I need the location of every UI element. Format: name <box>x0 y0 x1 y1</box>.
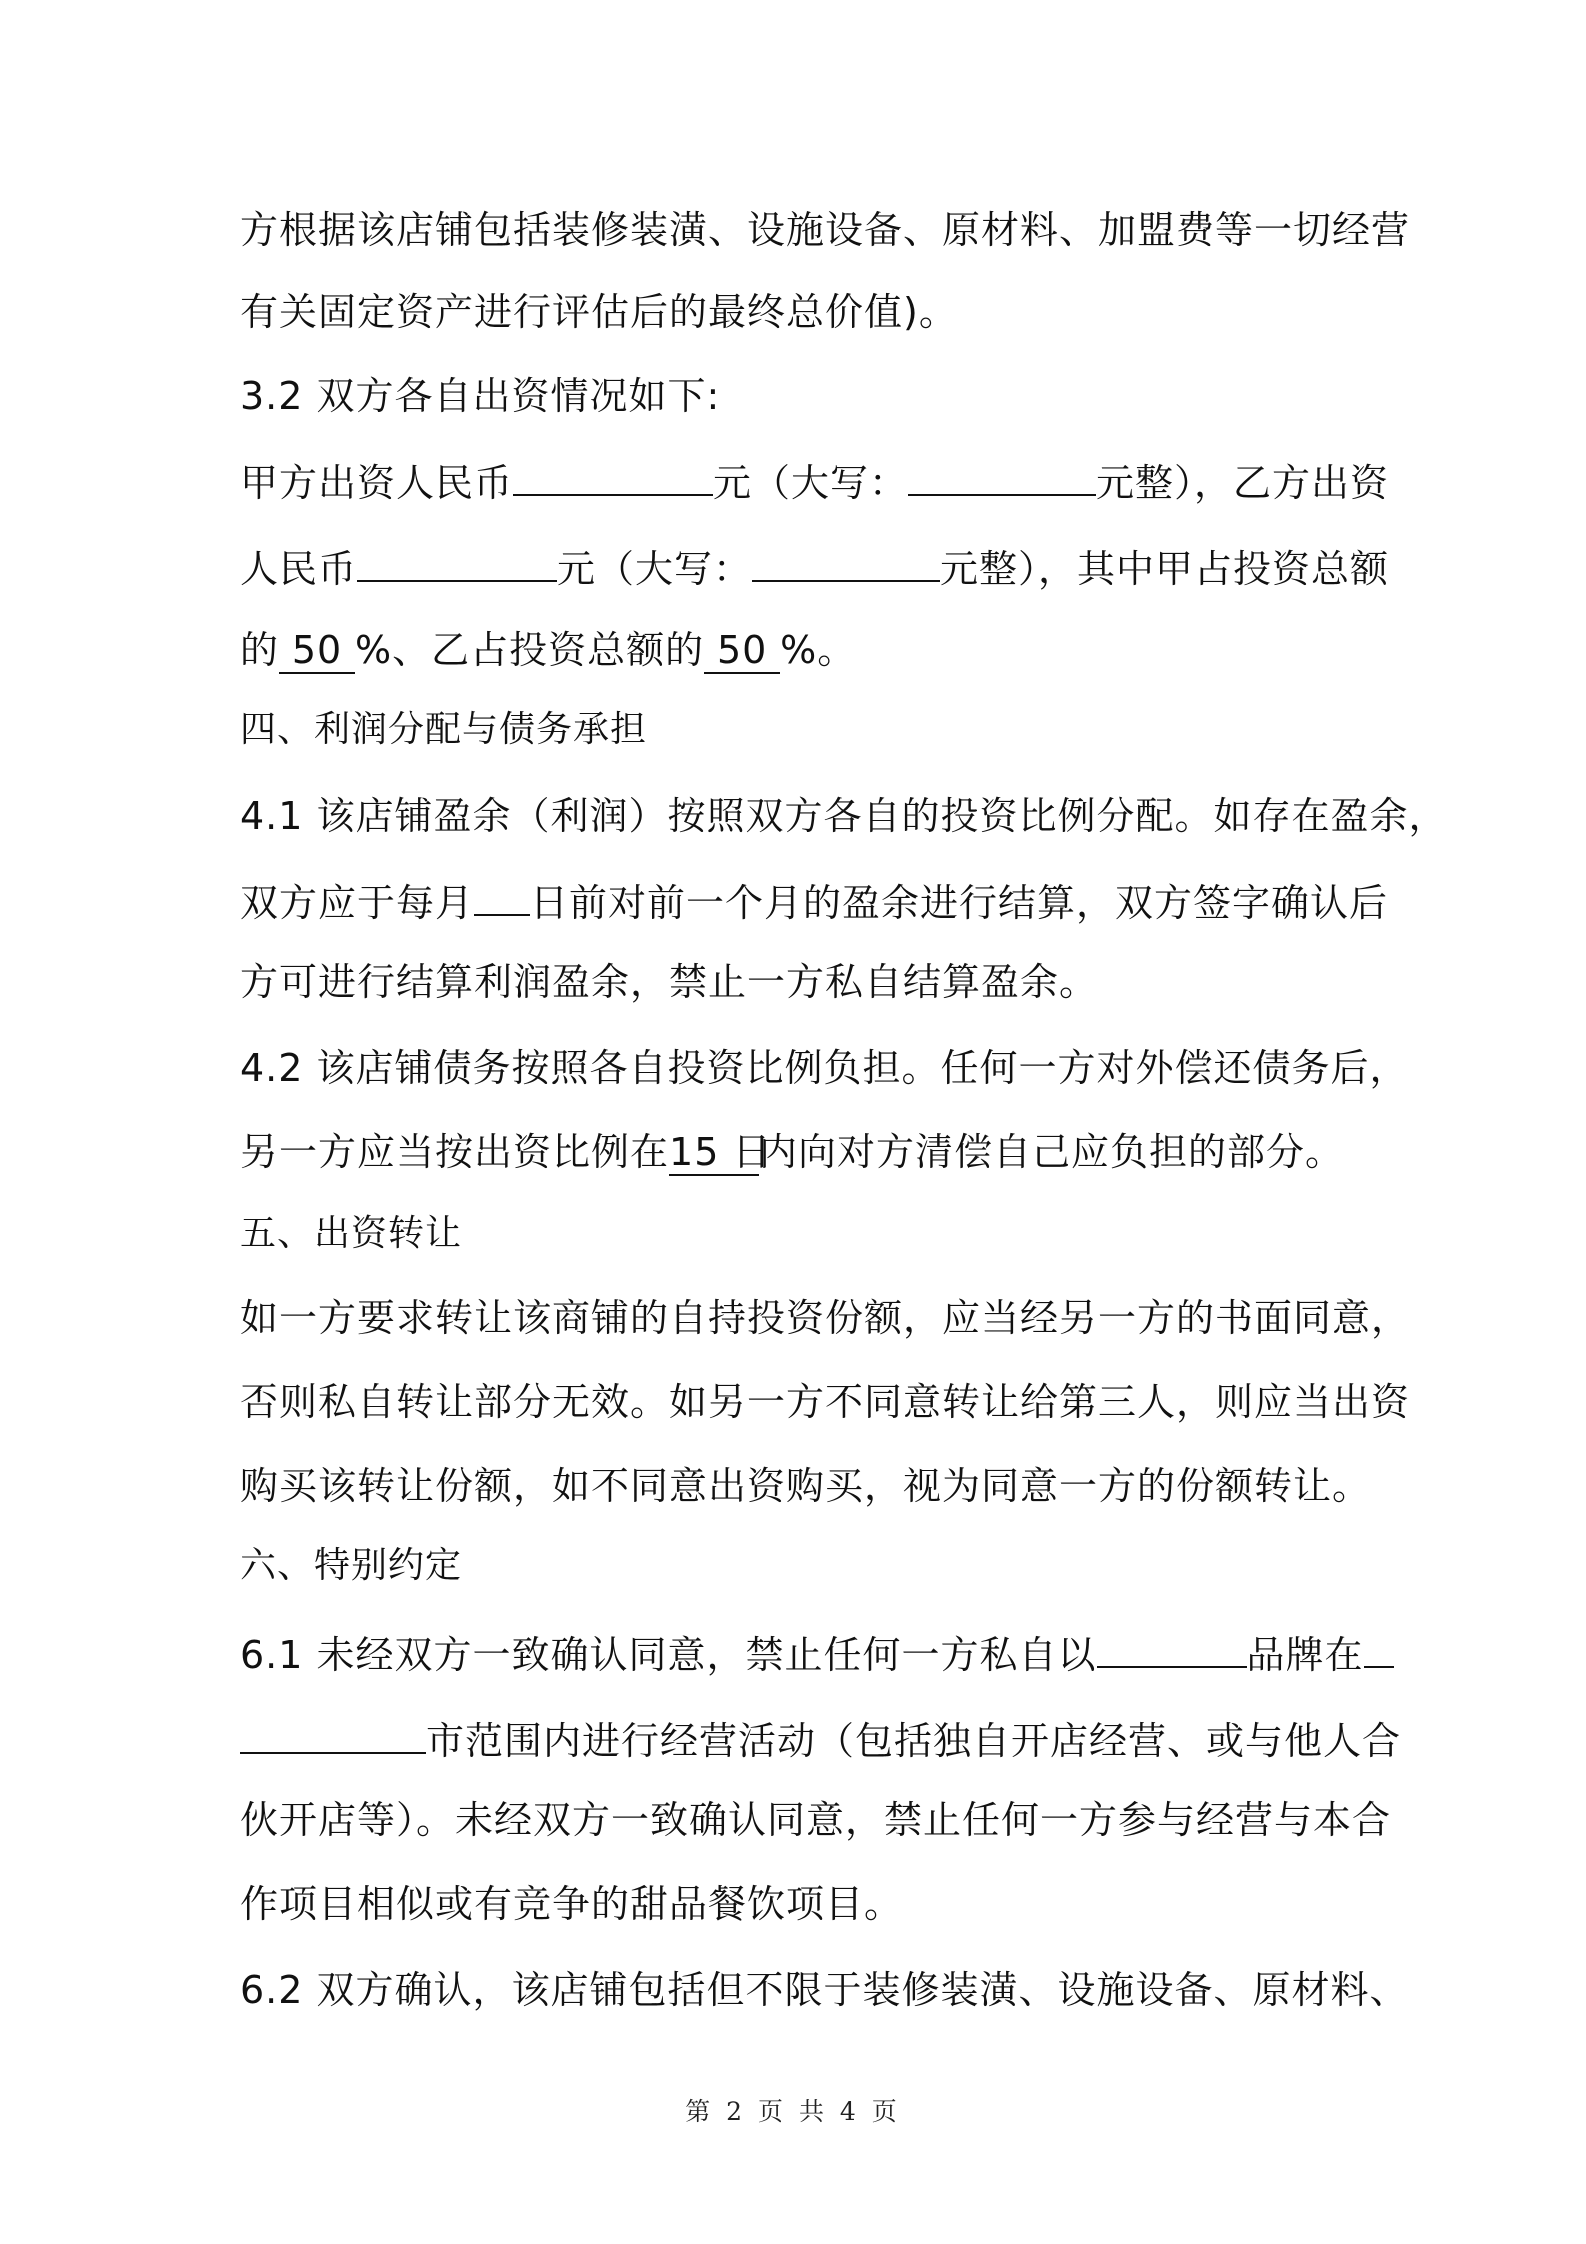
section-heading-6: 六、特别约定 <box>240 1545 463 1586</box>
text-segment: 6.1 未经双方一致确认同意，禁止任何一方私自以 <box>240 1633 1097 1677</box>
paragraph-line: 有关固定资产进行评估后的最终总价值)。 <box>240 290 958 334</box>
clause-3-2-line: 3.2 双方各自出资情况如下: <box>240 374 721 418</box>
text-segment: 元（大写： <box>557 547 753 591</box>
party-a-share-value: 50 <box>279 628 355 674</box>
section-heading-4: 四、利润分配与债务承担 <box>240 709 648 750</box>
paragraph-line: 6.2 双方确认，该店铺包括但不限于装修装潢、设施设备、原材料、 <box>240 1968 1409 2012</box>
repayment-line <box>240 1124 1344 1180</box>
paragraph-line: 4.1 该店铺盈余（利润）按照双方各自的投资比例分配。如存在盈余， <box>240 794 1448 838</box>
blank-amount-b-field[interactable] <box>357 536 557 582</box>
text-segment: 双方应于每月 <box>240 881 475 925</box>
blank-amount-b-capital-field[interactable] <box>752 536 940 582</box>
paragraph-line: 作项目相似或有竞争的甜品餐饮项目。 <box>240 1882 904 1926</box>
blank-city-field-start[interactable] <box>1364 1622 1394 1668</box>
text-segment: 市范围内进行经营活动（包括独自开店经营、或与他人合 <box>426 1719 1402 1763</box>
text-segment: 人民币 <box>240 547 358 591</box>
text-segment: 的 <box>240 628 280 672</box>
text-segment: 甲方出资人民币 <box>240 461 514 505</box>
blank-day-field[interactable] <box>474 870 530 916</box>
investment-line-party-b <box>240 536 1389 597</box>
brand-restriction-line <box>240 1622 1394 1683</box>
text-segment: 日前对前一个月的盈余进行结算，双方签字确认后 <box>530 881 1389 925</box>
text-segment: 元（大写： <box>713 461 909 505</box>
city-restriction-line <box>240 1708 1401 1769</box>
settlement-date-line <box>240 870 1388 931</box>
paragraph-line: 否则私自转让部分无效。如另一方不同意转让给第三人，则应当出资 <box>240 1380 1411 1424</box>
blank-city-field[interactable] <box>240 1708 426 1754</box>
text-segment: 元整），乙方出资 <box>1096 461 1390 505</box>
paragraph-line: 方可进行结算利润盈余，禁止一方私自结算盈余。 <box>240 960 1099 1004</box>
investment-line-party-a <box>240 450 1389 511</box>
text-segment: 元整），其中甲占投资总额 <box>940 547 1390 591</box>
text-segment: 品牌在 <box>1246 1633 1364 1677</box>
paragraph-line: 4.2 该店铺债务按照各自投资比例负担。任何一方对外偿还债务后， <box>240 1046 1409 1090</box>
blank-amount-a-field[interactable] <box>513 450 713 496</box>
blank-amount-a-capital-field[interactable] <box>908 450 1096 496</box>
section-heading-5: 五、出资转让 <box>240 1213 463 1254</box>
paragraph-line: 伙开店等）。未经双方一致确认同意，禁止任何一方参与经营与本合 <box>240 1798 1392 1842</box>
repayment-days-value: 15 日 <box>669 1130 772 1174</box>
paragraph-line: 购买该转让份额，如不同意出资购买，视为同意一方的份额转让。 <box>240 1464 1372 1508</box>
share-ratio-line <box>240 622 856 678</box>
text-segment: 内向对方清偿自己应负担的部分。 <box>759 1130 1345 1174</box>
blank-brand-field[interactable] <box>1097 1622 1247 1668</box>
text-segment: 另一方应当按出资比例在 <box>240 1130 670 1174</box>
text-segment: %。 <box>780 628 857 672</box>
paragraph-line: 如一方要求转让该商铺的自持投资份额，应当经另一方的书面同意， <box>240 1296 1411 1340</box>
page-number-footer: 第 2 页 共 4 页 <box>685 2097 901 2126</box>
party-b-share-value: 50 <box>704 628 780 674</box>
text-segment: %、乙占投资总额的 <box>355 628 705 672</box>
paragraph-line: 方根据该店铺包括装修装潢、设施设备、原材料、加盟费等一切经营 <box>240 208 1411 252</box>
